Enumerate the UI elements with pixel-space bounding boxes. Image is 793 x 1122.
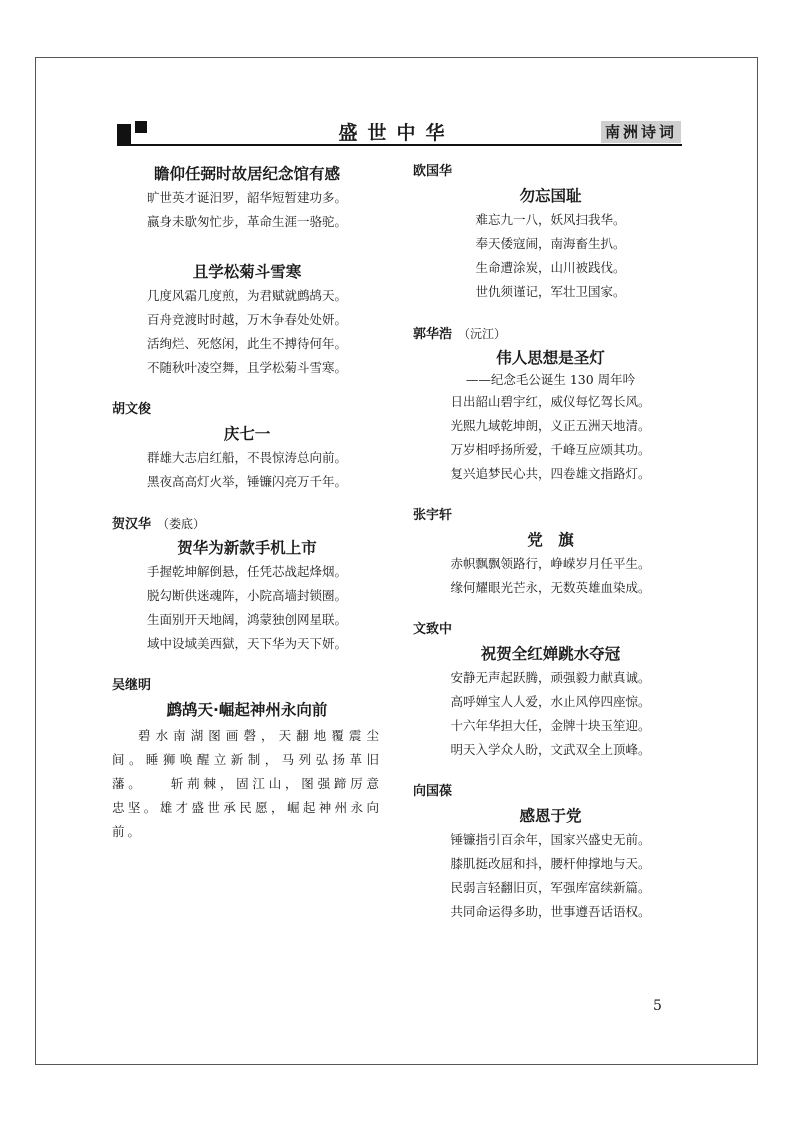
right-column (413, 162, 688, 924)
author-name (413, 162, 688, 182)
poem-line: 生面别开天地阔，鸿蒙独创网星联。 (146, 612, 347, 627)
poem-block (413, 162, 688, 304)
poem-line: 群雄大志启红船，不畏惊涛总向前。 (146, 450, 347, 465)
poem-line: 共同命运得多助，世事遵吾话语权。 (450, 904, 651, 919)
author-text: 向国葆 (413, 784, 453, 799)
author-name (413, 324, 688, 344)
poem-line: 安静无声起跃腾，顽强毅力献真诚。 (450, 670, 651, 685)
poem-subtitle: ——纪念毛公诞生 130 周年吟 (465, 372, 636, 387)
poem-block (112, 676, 382, 844)
poem-line: 明天入学众人盼，文武双全上顶峰。 (450, 742, 651, 757)
poem-line: 奉天倭寇闹，南海畜生扒。 (475, 236, 626, 251)
author-text: 欧国华 (413, 164, 453, 179)
poem-line: 日出韶山碧宇红，威仪每忆驾长风。 (450, 394, 651, 409)
author-name (413, 620, 688, 640)
poem-line: 嬴身未歇匆忙步，革命生涯一骆驼。 (146, 214, 347, 229)
poem-line: 赤帜飘飘领路行，峥嵘岁月任平生。 (450, 556, 651, 571)
poem-line: 难忘九一八，妖风扫我华。 (475, 212, 626, 227)
author-name (413, 506, 688, 526)
poem-line: 缘何耀眼光芒永，无数英雄血染成。 (450, 580, 651, 595)
poem-block (413, 782, 688, 924)
poem-line: 光熙九域乾坤朗，义正五洲天地清。 (450, 418, 651, 433)
poem-line: 域中设域美西獄，天下华为天下妍。 (146, 636, 347, 651)
author-text: 贺汉华 (112, 517, 152, 532)
poem-line: 手握乾坤解倒悬，任凭芯战起烽烟。 (146, 564, 347, 579)
header-rule (117, 144, 682, 146)
author-name (112, 400, 382, 420)
poem-line: 世仇须谨记，军壮卫国家。 (475, 284, 626, 299)
author-name (112, 676, 382, 696)
poem-title: 伟人思想是圣灯 (496, 349, 605, 367)
poem-line: 民弱言轻翻旧页，军强库富续新篇。 (450, 880, 651, 895)
poem-title: 勿忘国耻 (519, 187, 582, 205)
poem-line: 旷世英才诞汨罗，韶华短暂建功多。 (146, 190, 347, 205)
poem-prose-text: 碧水南湖图画磬，天翻地覆震尘间。睡狮唤醒立新制，马列弘扬革旧藩。 斩荊棘，固江山，图强蹄厉意忠坚。雄才盛世承民愿，崛起神州永向前。 (112, 728, 382, 839)
poem-line: 几度风霜几度煎，为君赋就鹧鸪天。 (146, 288, 347, 303)
poem-line: 复兴追梦民心共，四卷雄文指路灯。 (450, 466, 651, 481)
poem-title: 瞻仰任弼时故居纪念馆有感 (153, 165, 340, 183)
poem-block (112, 260, 382, 380)
poem-line: 锤镰指引百余年，国家兴盛史无前。 (450, 832, 651, 847)
header-title: 盛世中华 (338, 122, 455, 144)
poem-prose (112, 724, 382, 844)
header-tag: 南洲诗词 (601, 121, 681, 143)
author-place: （娄底） (157, 517, 206, 531)
poem-title: 党 旗 (527, 531, 574, 549)
poem-title: 贺华为新款手机上市 (177, 539, 317, 557)
author-place: （沅江） (458, 327, 507, 341)
poem-title: 感恩于党 (519, 807, 582, 825)
poem-line: 黑夜高高灯火举，锤镰闪亮万千年。 (146, 474, 347, 489)
poem-title: 庆七一 (223, 425, 271, 443)
poem-block (112, 514, 382, 656)
poem-block (413, 324, 688, 486)
poem-block (413, 620, 688, 762)
author-name (112, 514, 382, 534)
poem-block (112, 400, 382, 494)
author-text: 张宇轩 (413, 508, 453, 523)
author-text: 郭华浩 (413, 327, 453, 342)
poem-title: 鹧鸪天·崛起神州永向前 (166, 701, 328, 719)
author-text: 吴继明 (112, 678, 152, 693)
poem-line: 活绚烂、死悠闲，此生不搏待何年。 (146, 336, 347, 351)
poem-line: 膝肌挺改屈和抖，腰杆伸撑地与天。 (450, 856, 651, 871)
poem-title: 祝贺全红婵跳水夺冠 (480, 645, 621, 663)
poem-block (112, 162, 382, 234)
poem-line: 脱勾断供迷魂阵，小院高墙封锁圈。 (146, 588, 347, 603)
page-number: 5 (653, 998, 662, 1014)
author-text: 文致中 (413, 622, 453, 637)
poem-line: 百舟竞渡时时越，万木争春处处妍。 (146, 312, 347, 327)
poem-title: 且学松菊斗雪寒 (192, 263, 302, 281)
poem-line: 不随秋叶凌空舞，且学松菊斗雪寒。 (146, 360, 347, 375)
poem-line: 万岁相呼扬所爱，千峰互应颂其功。 (450, 442, 651, 457)
left-column (112, 162, 382, 844)
poem-line: 十六年华担大任，金牌十块玉笙迎。 (450, 718, 651, 733)
poem-line: 高呼婵宝人人爱，水止风停四座惊。 (450, 694, 651, 709)
poem-line: 生命遭涂炭，山川被践伐。 (475, 260, 626, 275)
author-name (413, 782, 688, 802)
author-text: 胡文俊 (112, 402, 152, 417)
poem-block (413, 506, 688, 600)
